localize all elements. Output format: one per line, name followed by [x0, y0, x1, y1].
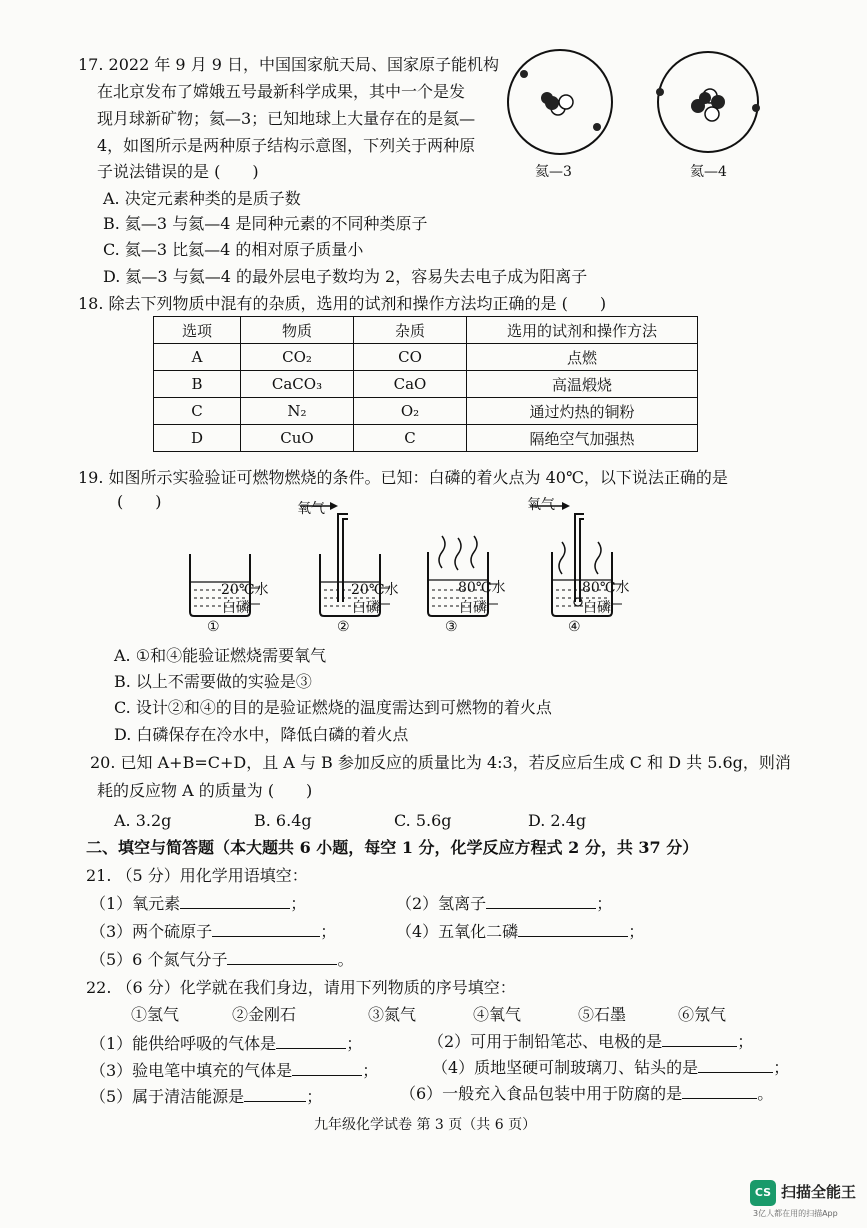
q17-option-a: A. 决定元素种类的是质子数	[103, 189, 301, 208]
table-cell: C	[354, 425, 467, 452]
q21-item-4: （4）五氧化二磷 ；	[396, 922, 645, 941]
water-80-label-3: 80℃水	[458, 580, 506, 596]
q22-stem: 22. （6 分）化学就在我们身边，请用下列物质的序号填空：	[86, 978, 516, 997]
table-cell: O₂	[354, 398, 467, 425]
table-row	[154, 344, 698, 371]
q17-line-2: 在北京发布了嫦娥五号最新科学成果，其中一个是发	[97, 82, 466, 101]
water-20-label-1: 20℃水	[221, 582, 269, 598]
water-80-label-4: 80℃水	[582, 580, 630, 596]
q17-line-3: 现月球新矿物；氦—3；已知地球上大量存在的是氦—	[97, 109, 476, 128]
q22-item-5: （5）属于清洁能源是 ；	[90, 1087, 323, 1106]
q19-stem-1: 19. 如图所示实验验证可燃物燃烧的条件。已知：白磷的着火点为 40℃，以下说法正确的是	[78, 468, 728, 487]
experiment-number-3: ③	[445, 619, 458, 635]
experiment-number-4: ④	[568, 619, 581, 635]
atom-structure-diagram	[500, 40, 760, 165]
q20-option-a: A. 3.2g	[114, 811, 172, 830]
substance-6: ⑥氖气	[678, 1005, 727, 1024]
q19-option-c: C. 设计②和④的目的是验证燃烧的温度需达到可燃物的着火点	[114, 698, 552, 717]
q22-item-1: （1）能供给呼吸的气体是 ；	[90, 1034, 363, 1053]
helium-3-atom	[508, 50, 612, 154]
table-cell: 通过灼热的铜粉	[467, 398, 698, 425]
q21-item-2: （2）氢离子 ；	[396, 894, 613, 913]
page-footer: 九年级化学试卷 第 3 页（共 6 页）	[314, 1117, 537, 1133]
q21-item-3: （3）两个硫原子 ；	[90, 922, 337, 941]
phosphorus-label-3: 白磷	[459, 600, 487, 616]
table-header: 选用的试剂和操作方法	[467, 317, 698, 344]
substance-5: ⑤石墨	[578, 1005, 627, 1024]
experiment-number-2: ②	[337, 619, 350, 635]
camscanner-logo: CS	[750, 1180, 776, 1206]
q19-stem-2: ( )	[117, 492, 162, 511]
q22-item-2: （2）可用于制铅笔芯、电极的是 ；	[428, 1032, 754, 1051]
substance-1: ①氢气	[131, 1005, 180, 1024]
table-header: 选项	[154, 317, 241, 344]
table-cell: CaCO₃	[241, 371, 354, 398]
q21-stem: 21. （5 分）用化学用语填空：	[86, 866, 308, 885]
q17-option-d: D. 氦—3 与氦—4 的最外层电子数均为 2，容易失去电子成为阳离子	[103, 267, 588, 286]
table-cell: CaO	[354, 371, 467, 398]
phosphorus-label-2: 白磷	[352, 600, 380, 616]
phosphorus-label-1: 白磷	[222, 600, 250, 616]
table-header: 杂质	[354, 317, 467, 344]
q17-line-5: 子说法错误的是 ( )	[97, 162, 259, 181]
oxygen-label-2: 氧气	[297, 501, 325, 517]
camscanner-brand: 扫描全能王	[781, 1183, 857, 1201]
table-cell: 高温煅烧	[467, 371, 698, 398]
table-row	[154, 371, 698, 398]
table-row	[154, 425, 698, 452]
q20-option-c: C. 5.6g	[394, 811, 452, 830]
q20-line-2: 耗的反应物 A 的质量为 ( )	[97, 781, 313, 800]
table-cell: CuO	[241, 425, 354, 452]
q18-table	[153, 316, 698, 452]
experiment-number-1: ①	[207, 619, 220, 635]
table-row	[154, 398, 698, 425]
q19-option-b: B. 以上不需要做的实验是③	[114, 672, 312, 691]
substance-2: ②金刚石	[232, 1005, 297, 1024]
table-cell: B	[154, 371, 241, 398]
substance-3: ③氮气	[368, 1005, 417, 1024]
q20-line-1: 20. 已知 A+B=C+D，且 A 与 B 参加反应的质量比为 4:3，若反应后生成 C 和 D 共 5.6g，则消	[90, 753, 791, 772]
q20-option-b: B. 6.4g	[254, 811, 312, 830]
helium-4-atom	[656, 52, 760, 152]
table-cell: CO	[354, 344, 467, 371]
table-cell: 隔绝空气加强热	[467, 425, 698, 452]
substance-4: ④氧气	[473, 1005, 522, 1024]
section-2-heading: 二、填空与简答题（本大题共 6 小题，每空 1 分，化学反应方程式 2 分，共 37 分）	[86, 838, 699, 857]
q22-item-3: （3）验电笔中填充的气体是 ；	[90, 1061, 379, 1080]
oxygen-label-4: 氧气	[527, 497, 555, 513]
table-cell: N₂	[241, 398, 354, 425]
q21-item-5: （5）6 个氮气分子 。	[90, 950, 354, 969]
phosphorus-label-4: 白磷	[583, 600, 611, 616]
camscanner-tagline: 3亿人都在用的扫描App	[753, 1209, 838, 1218]
q20-option-d: D. 2.4g	[528, 811, 587, 830]
table-header: 物质	[241, 317, 354, 344]
table-cell: A	[154, 344, 241, 371]
q22-item-6: （6）一般充入食品包装中用于防腐的是 。	[400, 1084, 774, 1103]
q17-line-4: 4，如图所示是两种原子结构示意图，下列关于两种原	[97, 136, 476, 155]
q17-option-c: C. 氦—3 比氦—4 的相对原子质量小	[103, 240, 364, 259]
water-20-label-2: 20℃水	[351, 582, 399, 598]
table-cell: 点燃	[467, 344, 698, 371]
table-cell: C	[154, 398, 241, 425]
helium-3-label: 氦—3	[535, 164, 572, 180]
q21-item-1: （1）氧元素 ；	[90, 894, 307, 913]
q19-option-d: D. 白磷保存在冷水中，降低白磷的着火点	[114, 725, 409, 744]
q17-line-1: 17. 2022 年 9 月 9 日，中国国家航天局、国家原子能机构	[78, 55, 500, 74]
helium-4-label: 氦—4	[690, 164, 727, 180]
q19-option-a: A. ①和④能验证燃烧需要氧气	[114, 646, 327, 665]
q22-item-4: （4）质地坚硬可制玻璃刀、钻头的是 ；	[432, 1058, 790, 1077]
table-header-row	[154, 317, 698, 344]
q17-option-b: B. 氦—3 与氦—4 是同种元素的不同种类原子	[103, 214, 428, 233]
q18-stem: 18. 除去下列物质中混有的杂质，选用的试剂和操作方法均正确的是 ( )	[78, 294, 607, 313]
table-cell: CO₂	[241, 344, 354, 371]
table-cell: D	[154, 425, 241, 452]
